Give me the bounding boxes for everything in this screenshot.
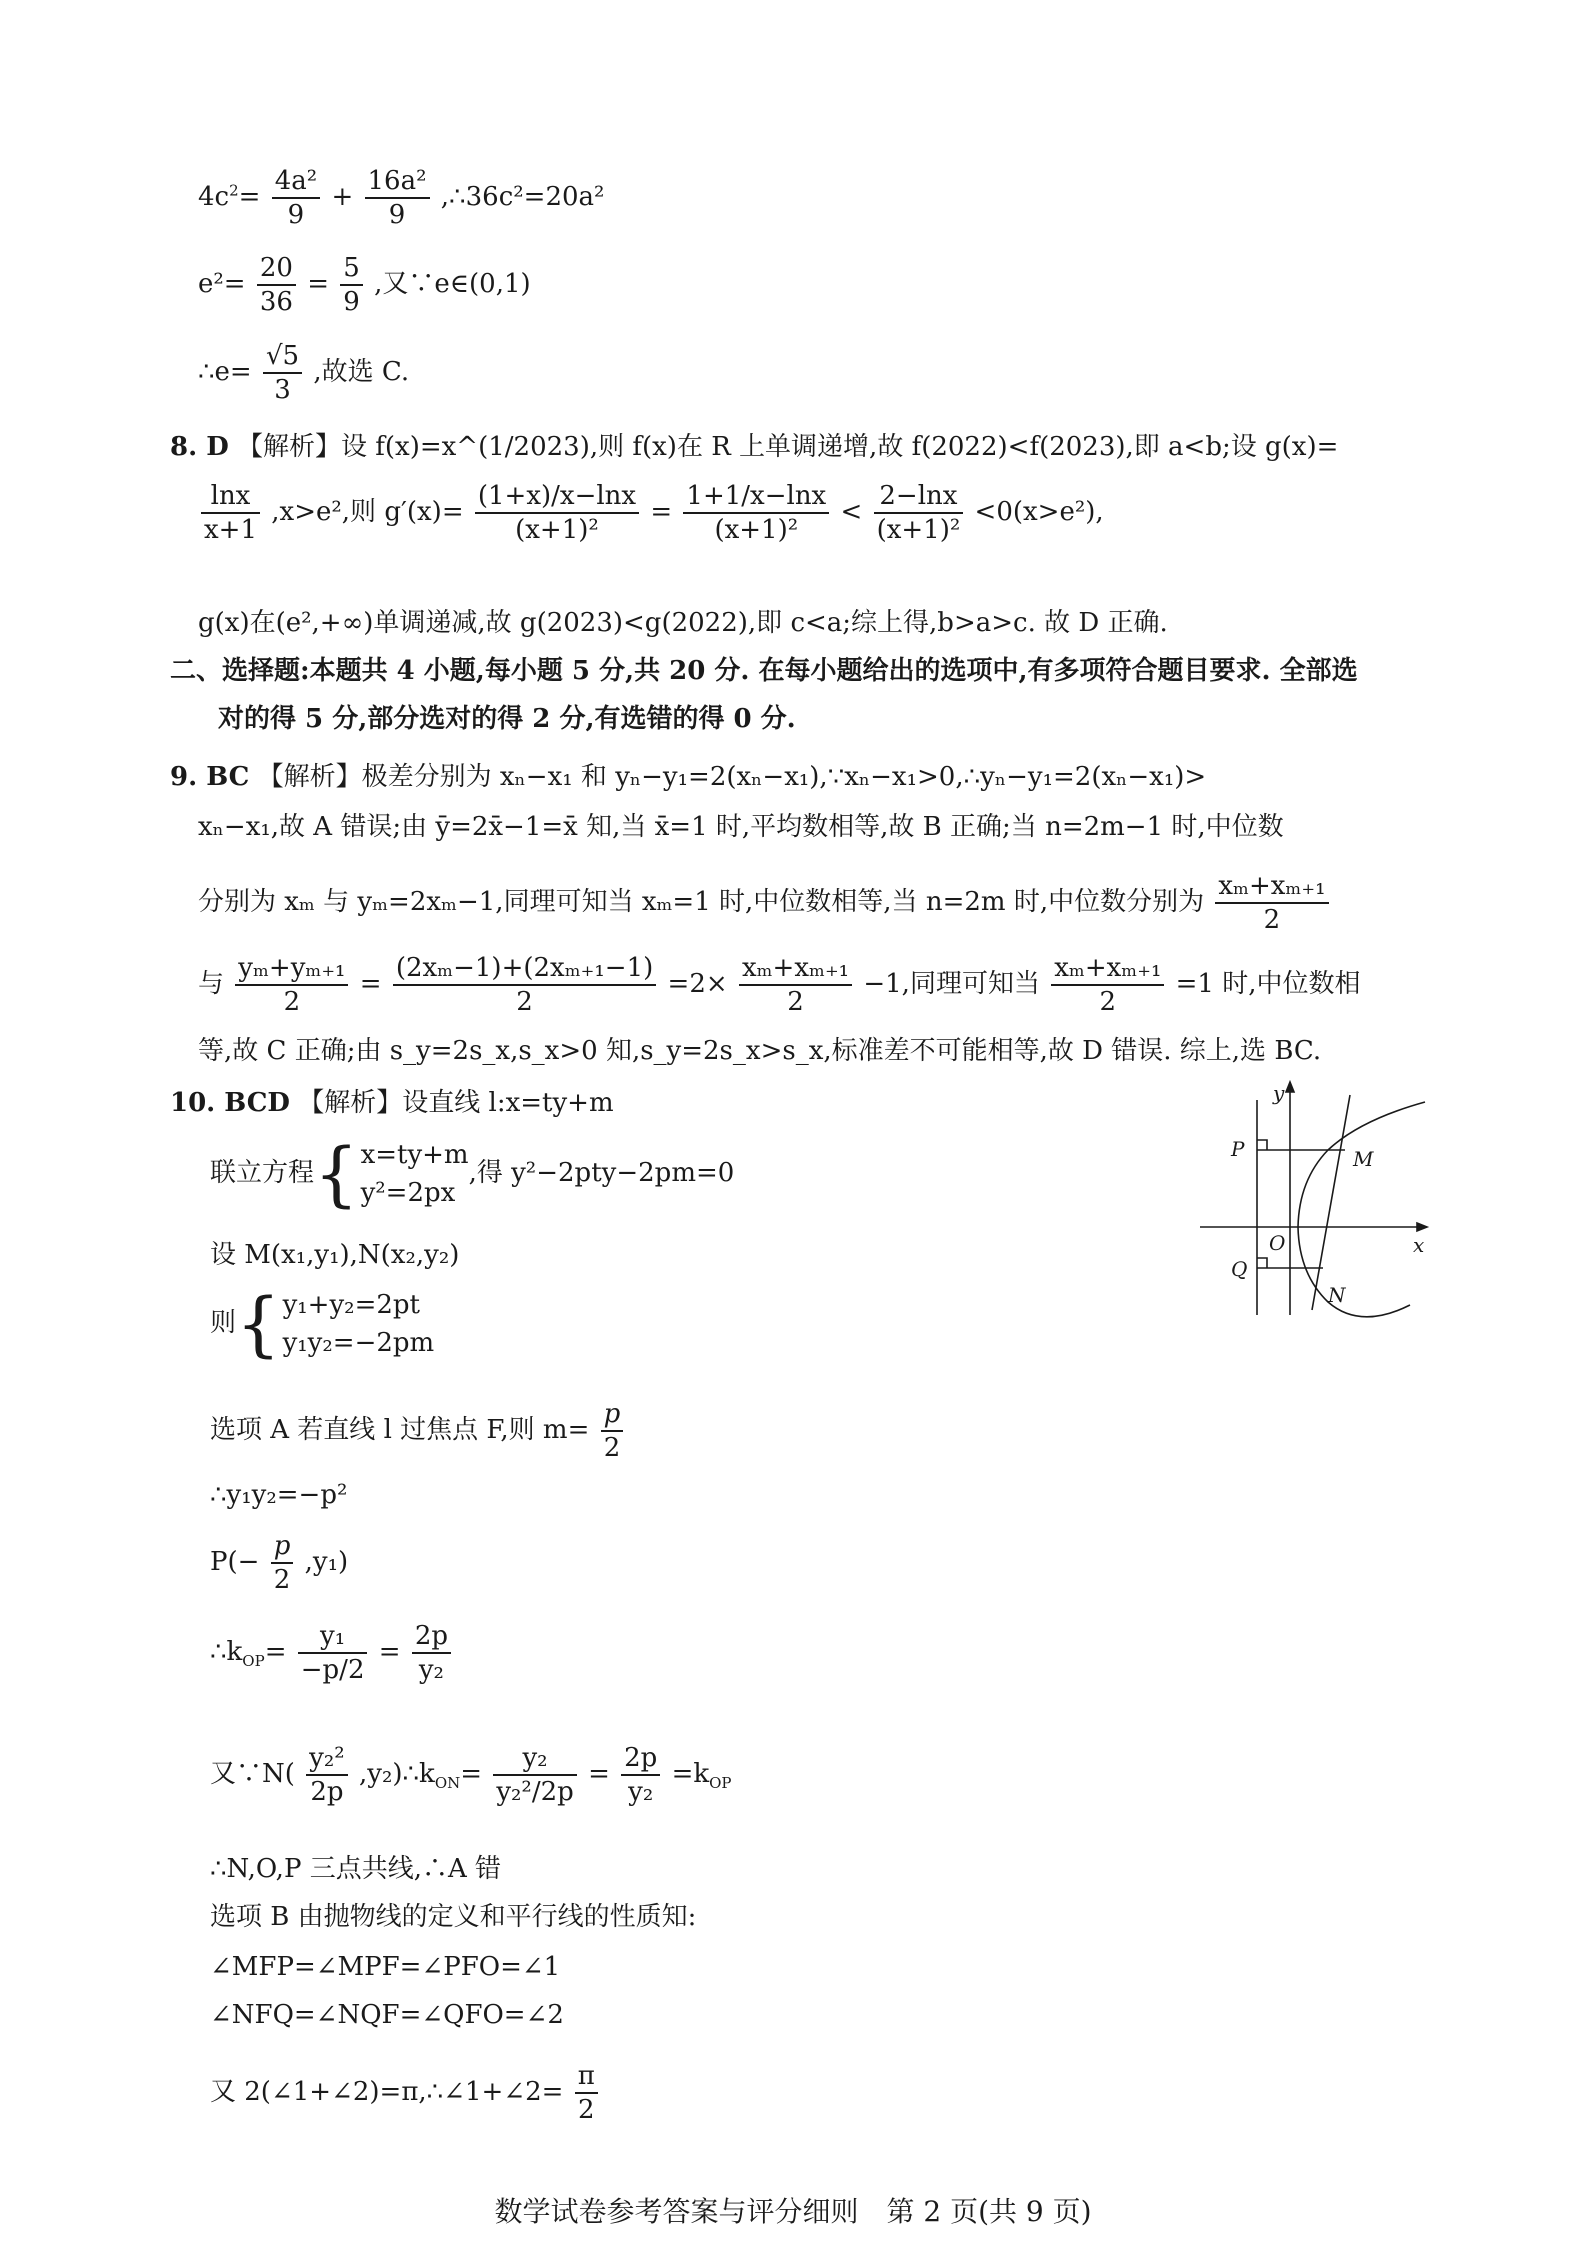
q9-line1: 9. BC 【解析】极差分别为 xₙ−x₁ 和 yₙ−y₁=2(xₙ−x₁),∵xₙ−x₁>0,∴yₙ−y₁=2(xₙ−x₁)> bbox=[170, 762, 1207, 792]
q10-optionA: 选项 A 若直线 l 过焦点 F,则 m= $\frac{p}{2}$ bbox=[210, 1398, 626, 1464]
fraction: $\frac{5}{9}$ bbox=[340, 252, 363, 318]
q10-yy: ∴y₁y₂=−p² bbox=[210, 1480, 348, 1510]
q10-collinear: ∴N,O,P 三点共线,∴A 错 bbox=[210, 1854, 502, 1884]
label-O: O bbox=[1269, 1231, 1286, 1255]
line-e-result: ∴e= $\frac{√5}{3}$ ,故选 C. bbox=[198, 341, 410, 405]
fraction: $\frac{\text{4a²}}{9}$ bbox=[272, 165, 320, 231]
q10-system2: 则{ y₁+y₂=2pt y₁y₂=−2pm bbox=[210, 1283, 435, 1365]
line-4c2: $4c^2=$ $\frac{\text{4a²}}{9}$ + $\frac{\text{16a²}}{9}$ ,∴36c²=20a² bbox=[198, 166, 605, 230]
q10-optionB: 选项 B 由抛物线的定义和平行线的性质知: bbox=[210, 1902, 697, 1932]
q9-line2: xₙ−x₁,故 A 错误;由 ȳ=2x̄−1=x̄ 知,当 x̄=1 时,平均数相等,故 B 正确;当 n=2m−1 时,中位数 bbox=[198, 812, 1284, 842]
line-l bbox=[1312, 1095, 1350, 1310]
label-P: P bbox=[1231, 1137, 1245, 1161]
q10-angles1: ∠MFP=∠MPF=∠PFO=∠1 bbox=[210, 1952, 561, 1982]
fraction: $\frac{\text{16a²}}{9}$ bbox=[365, 165, 430, 231]
fraction: $\frac{2-\ln x}{\text{(x+1)²}}$ bbox=[874, 480, 964, 546]
parabola-figure bbox=[1195, 1080, 1435, 1320]
fraction: $\frac{p}{2}$ bbox=[271, 1530, 294, 1596]
fraction: $\frac{\text{(2xₘ−1)+(2xₘ₊₁−1)}}{2}$ bbox=[393, 952, 656, 1018]
q10-kon: 又∵N( $\frac{\text{y₂²}}{2p}$ $,y_2)\therefore k_{ON}=$ $\frac{\text{y₂}}{\text{y₂²/2p}}$ = $\frac{2p}{\text{y₂}}$ $=k_{OP}$ bbox=[210, 1743, 732, 1807]
x-axis-arrow-icon bbox=[1417, 1223, 1427, 1231]
fraction: $\frac{\ln x}{x+1}$ bbox=[201, 480, 260, 546]
label-N: N bbox=[1328, 1283, 1346, 1307]
fraction: $\frac{1+1/x-\ln x}{\text{(x+1)²}}$ bbox=[683, 480, 829, 546]
section2-heading: 二、选择题:本题共 4 小题,每小题 5 分,共 20 分. 在每小题给出的选项中,有多项符合题目要求. 全部选 bbox=[170, 656, 1358, 686]
fraction: $\frac{20}{36}$ bbox=[257, 252, 296, 318]
q8-line3: g(x)在(e²,+∞)单调递减,故 g(2023)<g(2022),即 c<a;综上得,b>a>c. 故 D 正确. bbox=[198, 608, 1168, 638]
q9-label: 9. BC bbox=[170, 762, 250, 792]
fraction: $\frac{\pi}{2}$ bbox=[575, 2060, 598, 2126]
label-y: y bbox=[1273, 1081, 1285, 1105]
fraction: $\frac{2p}{\text{y₂}}$ bbox=[412, 1620, 451, 1686]
page-footer: 数学试卷参考答案与评分细则 第 2 页(共 9 页) bbox=[494, 2195, 1092, 2228]
q9-line4: 与 $\frac{\text{yₘ+yₘ₊₁}}{2}$ = $\frac{\text{(2xₘ−1)+(2xₘ₊₁−1)}}{2}$ =2× $\frac{\text{xₘ+xₘ₊₁}}{2}$ −1,同理可知当 $\frac{\text{xₘ+xₘ₊₁}}{2}$ =1 时,中位数相 bbox=[198, 953, 1361, 1017]
y-axis-arrow-icon bbox=[1286, 1082, 1294, 1092]
q9-line3: 分别为 xₘ 与 yₘ=2xₘ−1,同理可知当 xₘ=1 时,中位数相等,当 n=2m 时,中位数分别为 $\frac{\text{xₘ+xₘ₊₁}}{2}$ bbox=[198, 870, 1332, 936]
label-x: x bbox=[1413, 1233, 1425, 1257]
q10-set-points: 设 M(x₁,y₁),N(x₂,y₂) bbox=[210, 1240, 460, 1270]
fraction: $\frac{\text{xₘ+xₘ₊₁}}{2}$ bbox=[739, 952, 852, 1018]
q8-line1: 8. D 【解析】设 f(x)=x^(1/2023),则 f(x)在 R 上单调递增,故 f(2022)<f(2023),即 a<b;设 g(x)= bbox=[170, 432, 1339, 462]
fraction: $\frac{\text{xₘ+xₘ₊₁}}{2}$ bbox=[1051, 952, 1164, 1018]
fraction: $\frac{2p}{\text{y₂}}$ bbox=[621, 1742, 660, 1808]
q10-point-P: P(− $\frac{p}{2}$ ,y₁) bbox=[210, 1531, 349, 1595]
right-angle-mark bbox=[1257, 1140, 1267, 1150]
q10-label: 10. BCD bbox=[170, 1088, 290, 1118]
fraction: $\frac{\text{yₘ+yₘ₊₁}}{2}$ bbox=[235, 952, 348, 1018]
label-M: M bbox=[1353, 1147, 1374, 1171]
q8-label: 8. D bbox=[170, 432, 229, 462]
fraction: $\frac{(1+x)/x-\ln x}{\text{(x+1)²}}$ bbox=[475, 480, 639, 546]
q10-kop: $\therefore k_{OP}=$ $\frac{\text{y₁}}{-p/2}$ = $\frac{2p}{\text{y₂}}$ bbox=[210, 1620, 454, 1686]
section2-heading-cont: 对的得 5 分,部分选对的得 2 分,有选错的得 0 分. bbox=[218, 704, 796, 734]
fraction: $\frac{\text{y₁}}{-p/2}$ bbox=[298, 1620, 368, 1686]
fraction: $\frac{√5}{3}$ bbox=[263, 340, 302, 406]
q8-line2: $\frac{\ln x}{x+1}$ ,x>e²,则 g′(x)= $\frac{(1+x)/x-\ln x}{\text{(x+1)²}}$ = $\frac{1+1/x-\ln x}{\text{(x+1)²}}$ < $\frac{2-\ln x}{\text{(x+1)²}}$ <0(x>e²), bbox=[198, 480, 1104, 546]
q10-angles2: ∠NFQ=∠NQF=∠QFO=∠2 bbox=[210, 2000, 564, 2030]
q10-line1: 10. BCD 【解析】设直线 l:x=ty+m bbox=[170, 1088, 614, 1118]
fraction: $\frac{\text{y₂}}{\text{y₂²/2p}}$ bbox=[493, 1742, 576, 1808]
right-angle-mark bbox=[1257, 1258, 1267, 1268]
fraction: $\frac{\text{y₂²}}{2p}$ bbox=[306, 1742, 348, 1808]
fraction: $\frac{p}{2}$ bbox=[601, 1398, 624, 1464]
line-e2: e²= $\frac{20}{36}$ = $\frac{5}{9}$ ,又∵e∈(0,1) bbox=[198, 253, 531, 317]
q10-last: 又 2(∠1+∠2)=π,∴∠1+∠2= $\frac{\pi}{2}$ bbox=[210, 2060, 601, 2126]
label-Q: Q bbox=[1231, 1257, 1248, 1281]
q9-line5: 等,故 C 正确;由 s_y=2s_x,s_x>0 知,s_y=2s_x>s_x,标准差不可能相等,故 D 错误. 综上,选 BC. bbox=[198, 1036, 1322, 1066]
fraction: $\frac{\text{xₘ+xₘ₊₁}}{2}$ bbox=[1215, 870, 1328, 936]
q10-system1: 联立方程{ x=ty+m y²=2px ,得 y²−2pty−2pm=0 bbox=[210, 1133, 735, 1215]
